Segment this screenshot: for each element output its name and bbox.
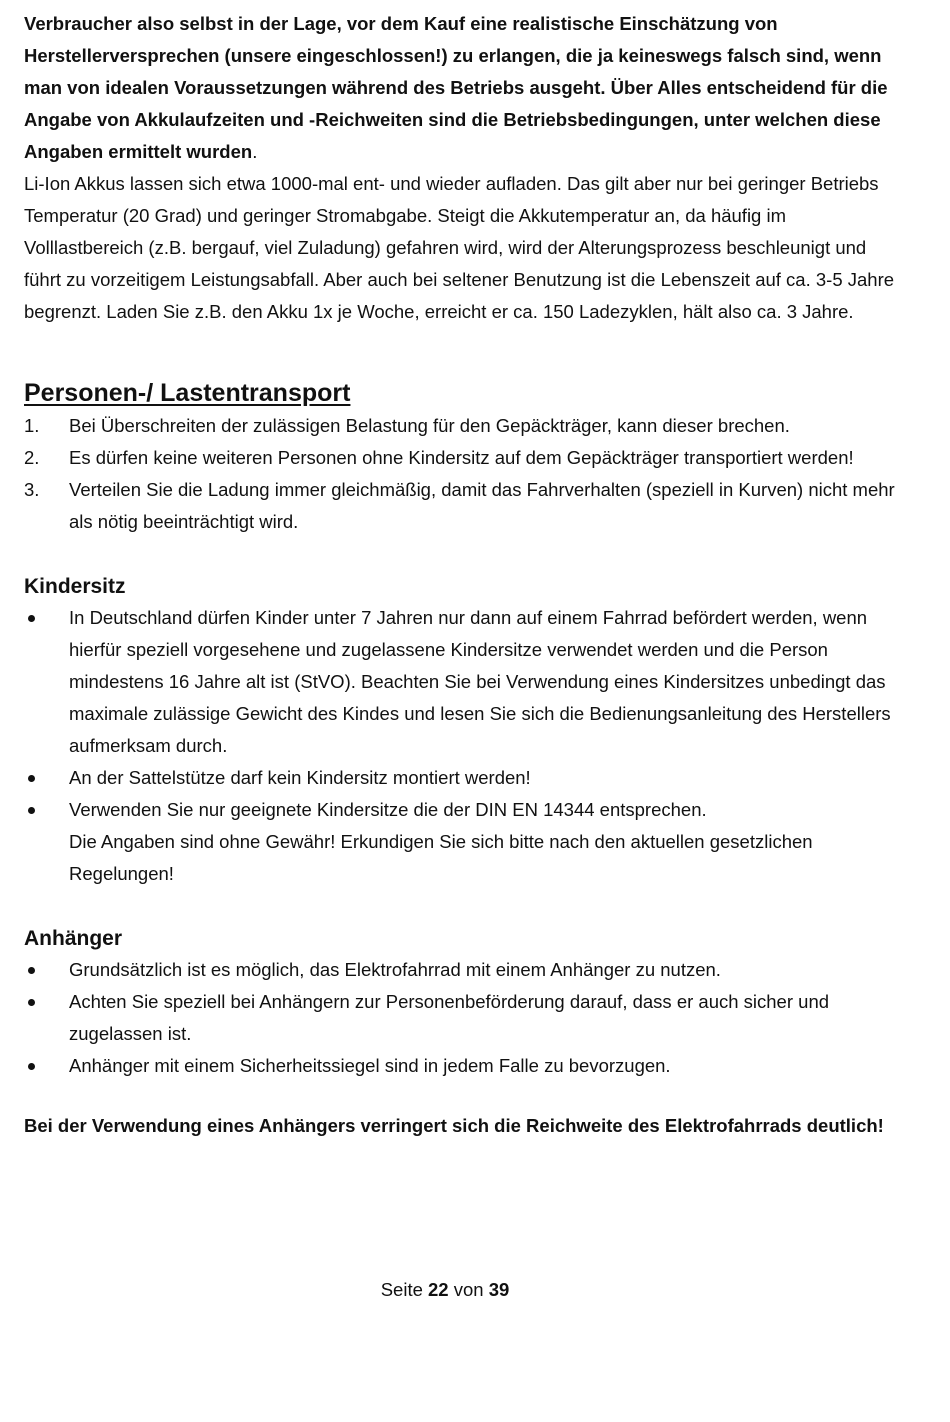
intro-normal-text: Li-Ion Akkus lassen sich etwa 1000-mal ent- und wieder aufladen. Das gilt aber nur bei geringer Betriebs Temperatur (20 Grad) und geringer Stromabgabe. Steigt die Akkutemperatur an, da häufig im Volllastbereich (z.B. bergauf, viel Zuladung) gefahren wird, wird der Alterungsprozess beschleunigt und führt zu vorzeitigem Leistungsabfall. Aber auch bei seltener Benutzung ist die Lebenszeit auf ca. 3-5 Jahre begrenzt. Laden Sie z.B. den Akku 1x je Woche, erreicht er ca. 150 Ladezyklen, hält also ca. 3 Jahre. bbox=[24, 173, 895, 322]
intro-bold-tail: . bbox=[252, 141, 258, 162]
list-item-text: Grundsätzlich ist es möglich, das Elektrofahrrad mit einem Anhänger zu nutzen. bbox=[69, 959, 721, 980]
bullet-icon bbox=[28, 1063, 35, 1070]
kindersitz-note: Die Angaben sind ohne Gewähr! Erkundigen Sie sich bitte nach den aktuellen gesetzlichen Regelungen! bbox=[69, 831, 813, 884]
list-item-text: Es dürfen keine weiteren Personen ohne Kindersitz auf dem Gepäckträger transportiert werden! bbox=[69, 447, 854, 468]
anhaenger-heading: Anhänger bbox=[24, 927, 123, 950]
list-item bbox=[24, 602, 904, 762]
list-item bbox=[24, 762, 904, 794]
list-item bbox=[24, 986, 904, 1050]
transport-heading: Personen-/ Lastentransport bbox=[24, 379, 351, 407]
document-page bbox=[24, 8, 904, 1142]
list-item bbox=[24, 794, 904, 890]
bullet-icon bbox=[28, 615, 35, 622]
list-number: 3. bbox=[24, 479, 40, 500]
bullet-icon bbox=[28, 807, 35, 814]
list-item bbox=[24, 442, 904, 474]
page-footer bbox=[0, 1276, 890, 1304]
anhaenger-list bbox=[24, 954, 904, 1082]
kindersitz-list bbox=[24, 602, 904, 890]
list-item bbox=[24, 954, 904, 986]
total-pages: 39 bbox=[488, 1279, 510, 1300]
bullet-icon bbox=[28, 999, 35, 1006]
list-item-text: Verwenden Sie nur geeignete Kindersitze die der DIN EN 14344 entsprechen. bbox=[69, 799, 707, 820]
footer-prefix: Seite bbox=[380, 1279, 423, 1300]
list-item bbox=[24, 1050, 904, 1082]
list-item bbox=[24, 410, 904, 442]
list-number: 1. bbox=[24, 415, 40, 436]
anhaenger-warning: Bei der Verwendung eines Anhängers verringert sich die Reichweite des Elektrofahrrads deutlich! bbox=[24, 1115, 884, 1136]
intro-paragraph bbox=[24, 8, 904, 328]
bullet-icon bbox=[28, 775, 35, 782]
list-item bbox=[24, 474, 904, 538]
list-item-text: An der Sattelstütze darf kein Kindersitz montiert werden! bbox=[69, 767, 531, 788]
intro-bold-text: Verbraucher also selbst in der Lage, vor dem Kauf eine realistische Einschätzung von Herstellerversprechen (unsere eingeschlossen!) zu erlangen, die ja keineswegs falsch sind, wenn man von idealen Voraussetzungen während des Betriebs ausgeht. Über Alles entscheidend für die Angabe von Akkulaufzeiten und -Reichweiten sind die Betriebsbedingungen, unter welchen diese Angaben ermittelt wurden bbox=[24, 13, 888, 162]
bullet-icon bbox=[28, 967, 35, 974]
footer-middle: von bbox=[453, 1279, 484, 1300]
list-item-text: Anhänger mit einem Sicherheitssiegel sind in jedem Falle zu bevorzugen. bbox=[69, 1055, 671, 1076]
kindersitz-heading: Kindersitz bbox=[24, 575, 126, 598]
list-item-text: Bei Überschreiten der zulässigen Belastung für den Gepäckträger, kann dieser brechen. bbox=[69, 415, 790, 436]
transport-list bbox=[24, 410, 904, 538]
list-item-text: Achten Sie speziell bei Anhängern zur Personenbeförderung darauf, dass er auch sicher und zugelassen ist. bbox=[69, 991, 830, 1044]
page-number: 22 bbox=[428, 1279, 449, 1300]
list-item-text: Verteilen Sie die Ladung immer gleichmäßig, damit das Fahrverhalten (speziell in Kurven) nicht mehr als nötig beeinträchtigt wird. bbox=[69, 479, 895, 532]
list-item-text: In Deutschland dürfen Kinder unter 7 Jahren nur dann auf einem Fahrrad befördert werden, wenn hierfür speziell vorgesehene und zugelassene Kindersitze verwendet werden und die Person mindestens 16 Jahre alt ist (StVO). Beachten Sie bei Verwendung eines Kindersitzes unbedingt das maximale zulässige Gewicht des Kindes und lesen Sie sich die Bedienungsanleitung des Herstellers aufmerksam durch. bbox=[69, 607, 891, 756]
list-number: 2. bbox=[24, 447, 40, 468]
